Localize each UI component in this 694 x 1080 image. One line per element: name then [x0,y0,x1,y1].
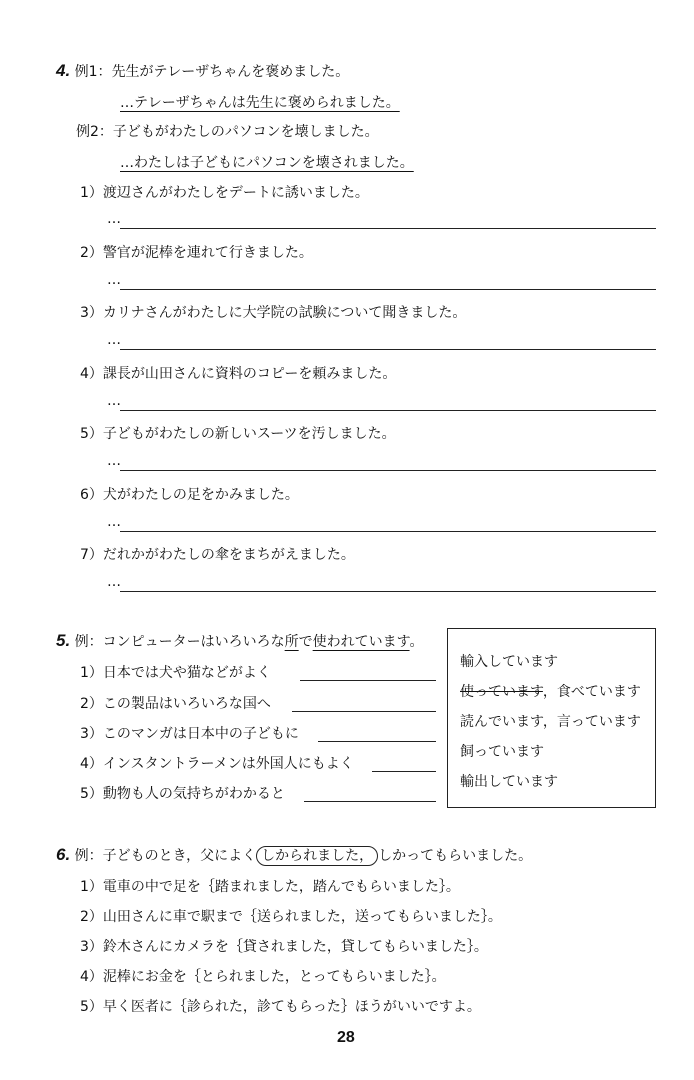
section6-example [56,846,532,866]
section4-number: 4. [56,61,71,80]
example-text: 子どものとき，父によく [102,848,257,864]
item-end: 。 [445,879,460,895]
item-sentence: インスタントラーメンは外国人にもよく [102,756,354,772]
example2-sentence: 子どもがわたしのパソコンを壊しました。 [112,124,379,140]
section4-item-5 [80,425,396,443]
choice-3: 読んでいます，言っています [460,714,641,730]
option-pair[interactable]: 貸されました，貸してもらいました [242,939,467,955]
section6-item-2: 2）山田さんに車で駅まで｛送られました，送ってもらいました｝。 [80,909,502,925]
section5-item-5 [80,785,285,803]
item-number: 6） [80,487,103,503]
item-end: ほうがいいですよ。 [354,999,481,1015]
item-number: 1） [80,185,103,201]
answer-line[interactable] [120,470,656,471]
option-pair[interactable]: 送られました，送ってもらいました [256,909,481,925]
example-alt: しかってもらいました [378,848,519,864]
item-sentence: 山田さんに車で駅まで [102,909,243,925]
section5-item-1 [80,664,271,682]
answer-dots: … [107,332,121,348]
section6-item-5: 5）早く医者に｛診られた，診てもらった｝ほうがいいですよ。 [80,999,481,1015]
item-sentence: 犬がわたしの足をかみました。 [102,487,299,503]
circled-answer: しかられました， [256,846,378,866]
choice-rest: ，食べています [542,684,641,700]
answer-dots: … [107,514,121,530]
page-number: 28 [337,1029,355,1046]
choice-4: 飼っています [460,744,544,760]
item-number: 4） [80,366,103,382]
example-label: 例： [74,634,103,650]
answer-line[interactable] [120,531,656,532]
item-end: 。 [473,939,488,955]
item-number: 4） [80,969,103,985]
choice-1: 輸入しています [460,654,558,670]
answer-dots: … [107,272,121,288]
example2-answer: …わたしは子どもにパソコンを壊されました。 [120,155,414,171]
section6-number: 6. [56,845,71,864]
item-sentence: 泥棒にお金を [102,969,187,985]
example-place: 所 [284,634,299,650]
answer-line[interactable] [300,680,436,681]
example-label: 例： [74,848,103,864]
section4-example1 [56,62,349,81]
example-end: 。 [518,848,533,864]
item-sentence: カリナさんがわたしに大学院の試験について聞きました。 [102,305,467,321]
section6-item-3: 3）鈴木さんにカメラを｛貸されました，貸してもらいました｝。 [80,939,488,955]
item-sentence: 渡辺さんがわたしをデートに誘いました。 [102,185,369,201]
item-number: 5） [80,786,103,802]
answer-line[interactable] [372,771,436,772]
item-number: 5） [80,426,103,442]
section5-item-2 [80,695,271,713]
item-end: 。 [487,909,502,925]
item-number: 4） [80,756,103,772]
section4-example2 [76,123,379,141]
section6-item-1: 1）電車の中で足を｛踏まれました，踏んでもらいました｝。 [80,879,460,895]
section5-example [56,632,424,651]
item-sentence: だれかがわたしの傘をまちがえました。 [102,547,355,563]
item-number: 3） [80,305,103,321]
answer-line[interactable] [292,711,436,712]
choice-used: 使っています [460,684,543,700]
example1-sentence: 先生がテレーザちゃんを褒めました。 [111,64,350,80]
choice-2 [460,683,641,701]
option-pair[interactable]: とられました，とってもらいました [200,969,425,985]
answer-line[interactable] [120,349,656,350]
option-pair[interactable]: 踏まれました，踏んでもらいました [214,879,439,895]
item-end: 。 [431,969,446,985]
item-number: 2） [80,696,103,712]
answer-dots: … [107,453,121,469]
item-sentence: 鈴木さんにカメラを [102,939,229,955]
item-sentence: 課長が山田さんに資料のコピーを頼みました。 [102,366,397,382]
item-number: 5） [80,999,103,1015]
section4-item-2 [80,244,313,262]
answer-line[interactable] [120,228,656,229]
choice-5: 輸出しています [460,774,558,790]
section4-item-4 [80,365,396,383]
answer-line[interactable] [120,410,656,411]
answer-line[interactable] [120,591,656,592]
answer-line[interactable] [304,801,436,802]
answer-dots: … [107,393,121,409]
item-number: 3） [80,939,103,955]
section5-item-4 [80,755,354,773]
section6-item-4: 4）泥棒にお金を｛とられました，とってもらいました｝。 [80,969,446,985]
option-pair[interactable]: 診られた，診てもらった [186,999,341,1015]
item-sentence: 日本では犬や猫などがよく [102,665,271,681]
item-sentence: このマンガは日本中の子どもに [102,726,299,742]
item-sentence: この製品はいろいろな国へ [102,696,271,712]
answer-dots: … [107,211,121,227]
item-sentence: 電車の中で足を [102,879,201,895]
item-number: 1） [80,879,103,895]
item-number: 3） [80,726,103,742]
answer-line[interactable] [120,289,656,290]
example-text: コンピューターはいろいろな [102,634,285,650]
example-answer: 使われています [312,634,410,650]
section5-item-3 [80,725,299,743]
example-particle: で [298,634,313,650]
section4-item-7 [80,546,355,564]
item-sentence: 動物も人の気持ちがわかると [102,786,285,802]
item-sentence: 早く医者に [102,999,173,1015]
item-sentence: 子どもがわたしの新しいスーツを汚しました。 [102,426,396,442]
section5-number: 5. [56,631,71,650]
item-number: 2） [80,909,103,925]
example-end: 。 [409,634,424,650]
example1-answer: …テレーザちゃんは先生に褒められました。 [120,95,400,111]
item-number: 2） [80,245,103,261]
answer-line[interactable] [318,741,436,742]
section4-item-3 [80,304,466,322]
example2-label: 例2： [76,124,113,140]
item-number: 1） [80,665,103,681]
word-choice-box [447,628,656,808]
example1-label: 例1： [74,64,112,80]
item-sentence: 警官が泥棒を連れて行きました。 [102,245,313,261]
section4-item-6 [80,486,299,504]
item-number: 7） [80,547,103,563]
section4-item-1 [80,184,369,202]
answer-dots: … [107,574,121,590]
